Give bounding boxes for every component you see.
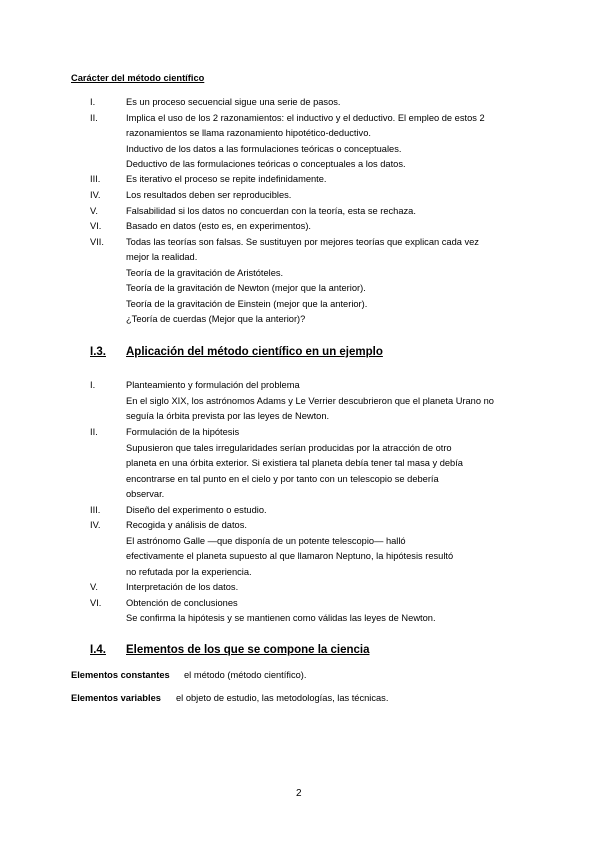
- ejemplo-item-num: IV.: [90, 520, 101, 530]
- caracter-item-line: Es un proceso secuencial sigue una serie de pasos.: [126, 97, 341, 107]
- ejemplo-item-line: Planteamiento y formulación del problema: [126, 380, 300, 390]
- caracter-item-line: Teoría de la gravitación de Einstein (mejor que la anterior).: [126, 299, 368, 309]
- caracter-item-line: razonamientos se llama razonamiento hipotético-deductivo.: [126, 128, 371, 138]
- ejemplo-item-line: encontrarse en tal punto en el cielo y por tanto con un telescopio se debería: [126, 474, 439, 484]
- ejemplo-item-line: no refutada por la experiencia.: [126, 567, 252, 577]
- ejemplo-item-line: efectivamente el planeta supuesto al que llamaron Neptuno, la hipótesis resultó: [126, 551, 454, 561]
- caracter-item-line: mejor la realidad.: [126, 252, 198, 262]
- elementos-variables-label: Elementos variables: [71, 693, 161, 703]
- caracter-item-line: Basado en datos (esto es, en experimentos).: [126, 221, 312, 231]
- section-title: Aplicación del método científico en un ejemplo: [126, 346, 383, 358]
- elementos-constantes-text: el método (método científico).: [184, 670, 307, 680]
- ejemplo-item-line: Interpretación de los datos.: [126, 582, 239, 592]
- ejemplo-item-line: Supusieron que tales irregularidades serían producidas por la atracción de otro: [126, 443, 452, 453]
- ejemplo-item-num: I.: [90, 380, 96, 390]
- ejemplo-item-num: II.: [90, 427, 98, 437]
- ejemplo-item-line: Recogida y análisis de datos.: [126, 520, 247, 530]
- caracter-item-line: Es iterativo el proceso se repite indefinidamente.: [126, 174, 327, 184]
- ejemplo-item-num: VI.: [90, 598, 102, 608]
- ejemplo-item-line: En el siglo XIX, los astrónomos Adams y Le Verrier descubrieron que el planeta Urano no: [126, 396, 494, 406]
- caracter-item-line: Inductivo de los datos a las formulaciones teóricas o conceptuales.: [126, 144, 402, 154]
- ejemplo-item-num: III.: [90, 505, 101, 515]
- elementos-variables-text: el objeto de estudio, las metodologías, las técnicas.: [176, 693, 389, 703]
- caracter-item-num: IV.: [90, 190, 101, 200]
- page-number: 2: [296, 788, 302, 799]
- ejemplo-item-line: seguía la órbita prevista por las leyes de Newton.: [126, 411, 330, 421]
- ejemplo-item-num: V.: [90, 582, 98, 592]
- ejemplo-item-line: Formulación de la hipótesis: [126, 427, 240, 437]
- ejemplo-item-line: El astrónomo Galle —que disponía de un potente telescopio— halló: [126, 536, 406, 546]
- ejemplo-item-line: Se confirma la hipótesis y se mantienen como válidas las leyes de Newton.: [126, 613, 436, 623]
- ejemplo-item-line: Obtención de conclusiones: [126, 598, 238, 608]
- caracter-item-line: Teoría de la gravitación de Aristóteles.: [126, 268, 284, 278]
- caracter-item-line: Falsabilidad si los datos no concuerdan con la teoría, esta se rechaza.: [126, 206, 416, 216]
- caracter-item-line: Deductivo de las formulaciones teóricas o conceptuales a los datos.: [126, 159, 406, 169]
- section-number: I.3.: [90, 346, 106, 358]
- caracter-item-line: ¿Teoría de cuerdas (Mejor que la anterior)?: [126, 314, 306, 324]
- elementos-constantes-label: Elementos constantes: [71, 670, 170, 680]
- section-number: I.4.: [90, 644, 106, 656]
- caracter-item-line: Implica el uso de los 2 razonamientos: el inductivo y el deductivo. El empleo de estos 2: [126, 113, 485, 123]
- caracter-item-num: I.: [90, 97, 96, 107]
- caracter-item-line: Todas las teorías son falsas. Se sustituyen por mejores teorías que explican cada vez: [126, 237, 479, 247]
- ejemplo-item-line: planeta en una órbita exterior. Si existiera tal planeta debía tener tal masa y debía: [126, 458, 463, 468]
- caracter-item-num: VI.: [90, 221, 102, 231]
- section-title: Elementos de los que se compone la ciencia: [126, 644, 370, 656]
- caracter-item-num: VII.: [90, 237, 104, 247]
- caracter-item-line: Teoría de la gravitación de Newton (mejor que la anterior).: [126, 283, 366, 293]
- caracter-item-num: II.: [90, 113, 98, 123]
- ejemplo-item-line: Diseño del experimento o estudio.: [126, 505, 267, 515]
- caracter-item-line: Los resultados deben ser reproducibles.: [126, 190, 292, 200]
- caracter-title: Carácter del método científico: [71, 73, 205, 83]
- ejemplo-item-line: observar.: [126, 489, 165, 499]
- caracter-item-num: V.: [90, 206, 98, 216]
- caracter-item-num: III.: [90, 174, 101, 184]
